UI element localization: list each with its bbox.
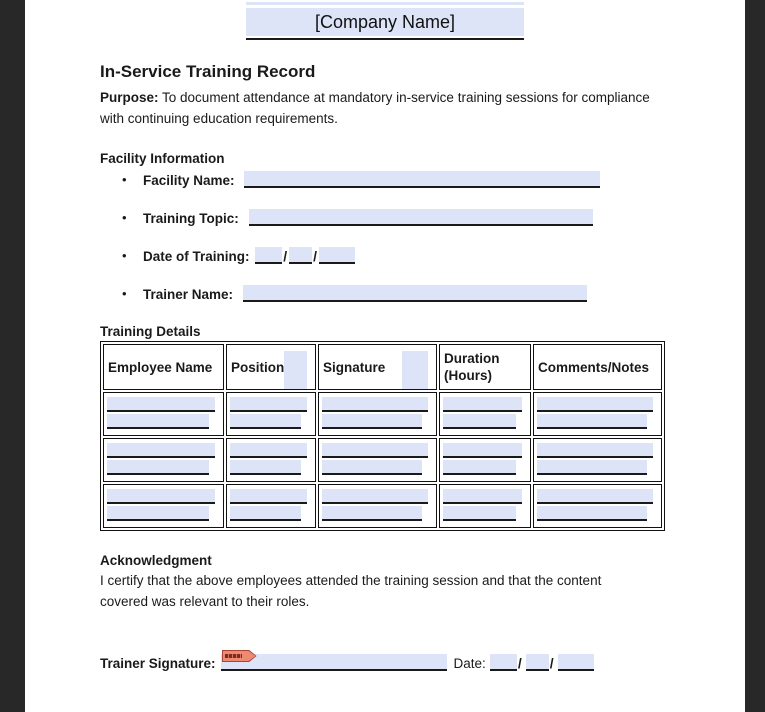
comments-cell <box>533 392 662 436</box>
comments-input[interactable] <box>537 397 653 412</box>
position-cell <box>226 484 316 528</box>
facility-information-heading: Facility Information <box>100 151 225 166</box>
signature-date-month-input[interactable] <box>490 654 517 671</box>
training-details-heading: Training Details <box>100 324 201 339</box>
column-header-position <box>226 344 316 390</box>
company-name-underline <box>246 38 524 40</box>
duration-input[interactable] <box>443 414 516 429</box>
signature-input[interactable] <box>322 460 422 475</box>
facility-name-label: Facility Name: <box>143 173 235 188</box>
company-header <box>246 2 524 40</box>
trainer-signature-input[interactable] <box>221 654 447 671</box>
signature-cell <box>318 484 437 528</box>
employee-name-cell <box>103 484 224 528</box>
table-row <box>103 484 662 528</box>
employee-name-input[interactable] <box>107 414 209 429</box>
position-input[interactable] <box>230 460 301 475</box>
position-input[interactable] <box>230 414 301 429</box>
comments-input[interactable] <box>537 460 647 475</box>
training-topic-label: Training Topic: <box>143 211 239 226</box>
position-input[interactable] <box>230 506 301 521</box>
position-header-form-field[interactable] <box>284 351 307 389</box>
signature-input[interactable] <box>322 397 428 412</box>
trainer-name-row <box>100 285 705 302</box>
purpose-paragraph <box>100 87 662 129</box>
column-header-position-label: Position <box>231 359 285 375</box>
employee-name-input[interactable] <box>107 489 215 504</box>
page-title: In-Service Training Record <box>100 62 316 81</box>
trainer-signature-label: Trainer Signature: <box>100 656 216 671</box>
sign-here-flag-icon[interactable] <box>222 650 257 662</box>
duration-cell <box>439 438 531 482</box>
column-header-signature-label: Signature <box>323 359 386 375</box>
duration-cell <box>439 484 531 528</box>
date-separator: / <box>517 655 522 671</box>
signature-input[interactable] <box>322 443 428 458</box>
employee-name-input[interactable] <box>107 506 209 521</box>
position-cell <box>226 392 316 436</box>
training-date-day-input[interactable] <box>289 247 312 264</box>
date-label: Date: <box>453 656 486 671</box>
duration-input[interactable] <box>443 489 522 504</box>
employee-name-cell <box>103 438 224 482</box>
table-row <box>103 392 662 436</box>
signature-cell <box>318 392 437 436</box>
signature-cell <box>318 438 437 482</box>
trainer-name-label: Trainer Name: <box>143 287 234 302</box>
date-separator: / <box>283 248 288 264</box>
comments-input[interactable] <box>537 443 653 458</box>
position-input[interactable] <box>230 397 307 412</box>
position-input[interactable] <box>230 489 307 504</box>
sign-here-flag-text <box>225 654 242 658</box>
column-header-duration: Duration (Hours) <box>439 344 531 390</box>
column-header-employee-name: Employee Name <box>103 344 224 390</box>
duration-cell <box>439 392 531 436</box>
date-of-training-label: Date of Training: <box>143 249 250 264</box>
partial-field-top <box>246 2 524 5</box>
comments-cell <box>533 484 662 528</box>
signature-date-year-input[interactable] <box>558 654 594 671</box>
column-header-comments: Comments/Notes <box>533 344 662 390</box>
duration-input[interactable] <box>443 397 522 412</box>
employee-name-cell <box>103 392 224 436</box>
purpose-label: Purpose: <box>100 90 159 105</box>
acknowledgment-heading: Acknowledgment <box>100 553 212 568</box>
purpose-text: To document attendance at mandatory in-service training sessions for compliance with continuing education requirements. <box>100 90 650 126</box>
signature-input[interactable] <box>322 506 422 521</box>
date-separator: / <box>549 655 554 671</box>
table-row <box>103 438 662 482</box>
training-date-month-input[interactable] <box>255 247 282 264</box>
employee-name-input[interactable] <box>107 443 215 458</box>
bullet-icon: • <box>122 210 127 225</box>
employee-name-input[interactable] <box>107 397 215 412</box>
duration-input[interactable] <box>443 460 516 475</box>
training-date-year-input[interactable] <box>319 247 355 264</box>
acknowledgment-text: I certify that the above employees attended the training session and that the content covered was relevant to their roles. <box>100 573 602 609</box>
column-header-signature <box>318 344 437 390</box>
position-input[interactable] <box>230 443 307 458</box>
table-header-row <box>103 344 662 390</box>
duration-input[interactable] <box>443 443 522 458</box>
signature-input[interactable] <box>322 489 428 504</box>
facility-name-row <box>100 171 705 188</box>
comments-cell <box>533 438 662 482</box>
trainer-signature-row <box>100 654 705 671</box>
signature-header-form-field[interactable] <box>402 351 428 389</box>
employee-name-input[interactable] <box>107 460 209 475</box>
bullet-icon: • <box>122 248 127 263</box>
signature-input[interactable] <box>322 414 422 429</box>
signature-date-day-input[interactable] <box>526 654 549 671</box>
comments-input[interactable] <box>537 506 647 521</box>
duration-input[interactable] <box>443 506 516 521</box>
date-of-training-row <box>100 247 705 264</box>
comments-input[interactable] <box>537 414 647 429</box>
training-topic-row <box>100 209 705 226</box>
trainer-name-input[interactable] <box>243 285 587 302</box>
facility-name-input[interactable] <box>244 171 600 188</box>
position-cell <box>226 438 316 482</box>
bullet-icon: • <box>122 172 127 187</box>
bullet-icon: • <box>122 286 127 301</box>
company-name-field[interactable]: [Company Name] <box>246 8 524 36</box>
comments-input[interactable] <box>537 489 653 504</box>
document-page <box>25 0 745 712</box>
training-details-table <box>100 341 665 531</box>
date-separator: / <box>313 248 318 264</box>
training-topic-input[interactable] <box>249 209 593 226</box>
